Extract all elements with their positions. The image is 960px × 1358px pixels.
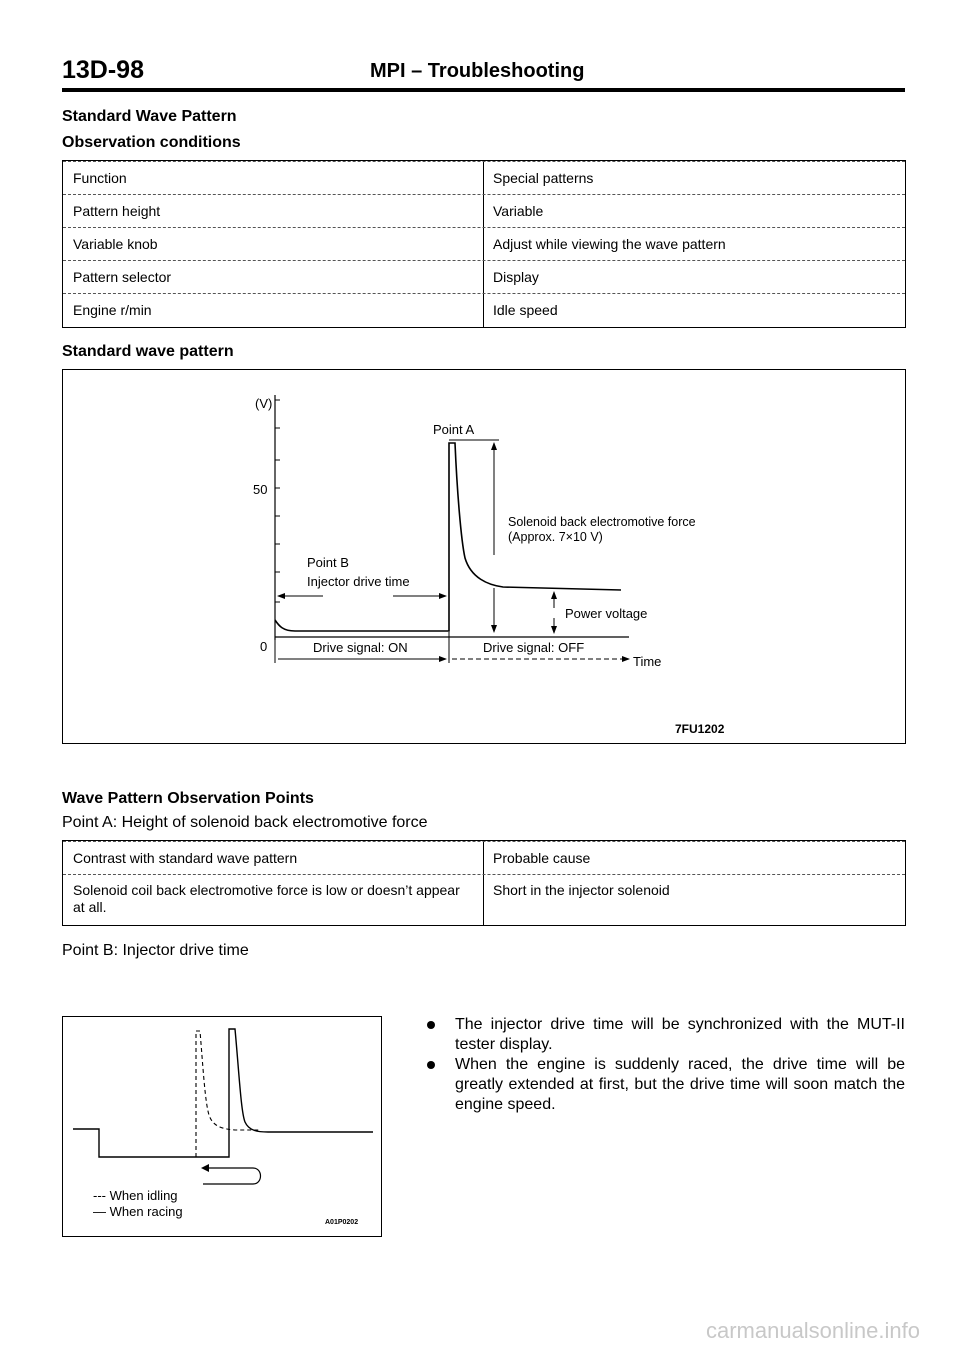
condition-label: Pattern height bbox=[73, 203, 161, 219]
condition-label: Pattern selector bbox=[73, 269, 172, 285]
bullet-icon bbox=[427, 1061, 435, 1069]
table-header-row bbox=[63, 841, 905, 875]
point-a-description: Point A: Height of solenoid back electromotive force bbox=[62, 814, 428, 831]
wave-pattern-diagram bbox=[63, 370, 905, 743]
contrast-cell: Solenoid coil back electromotive force is low or doesn’t appear at all. bbox=[73, 882, 460, 915]
point-b-description: Point B: Injector drive time bbox=[62, 942, 249, 959]
table-row bbox=[63, 293, 905, 327]
condition-value: Display bbox=[493, 269, 539, 285]
legend-idling: --- When idling bbox=[93, 1188, 178, 1203]
page-title: MPI – Troubleshooting bbox=[370, 60, 585, 82]
condition-value: Adjust while viewing the wave pattern bbox=[493, 236, 726, 252]
page-number: 13D-98 bbox=[62, 56, 144, 84]
figure-code: 7FU1202 bbox=[675, 722, 725, 736]
table-row bbox=[63, 874, 905, 926]
condition-value: Special patterns bbox=[493, 170, 594, 186]
table-row bbox=[63, 227, 905, 261]
y-axis-ticks bbox=[275, 400, 280, 602]
figure-code: A01P0202 bbox=[325, 1219, 359, 1226]
drive-signal-on-label: Drive signal: ON bbox=[313, 640, 408, 655]
approx-label: (Approx. 7×10 V) bbox=[508, 530, 603, 544]
bullet-icon bbox=[427, 1021, 435, 1029]
table-row bbox=[63, 194, 905, 228]
condition-value: Variable bbox=[493, 203, 544, 219]
legend-racing: — When racing bbox=[93, 1204, 183, 1219]
notes-list bbox=[425, 1015, 905, 1115]
column-header-contrast: Contrast with standard wave pattern bbox=[73, 850, 298, 866]
header-rule bbox=[62, 88, 905, 92]
shift-arrow-head bbox=[201, 1164, 209, 1172]
condition-value: Idle speed bbox=[493, 302, 558, 318]
conditions-table bbox=[62, 160, 906, 328]
drive-signal-off-label: Drive signal: OFF bbox=[483, 640, 585, 655]
section-title: Standard Wave Pattern bbox=[62, 108, 237, 125]
point-a-label: Point A bbox=[433, 422, 475, 437]
bullet-text: When the engine is suddenly raced, the drive time will be greatly extended at first, but the drive time will soon match the engine speed. bbox=[455, 1056, 905, 1113]
y-tick-50: 50 bbox=[253, 482, 268, 497]
racing-comparison-figure bbox=[62, 1016, 382, 1237]
solenoid-label: Solenoid back electromotive force bbox=[508, 515, 696, 529]
power-voltage-label: Power voltage bbox=[565, 606, 648, 621]
shift-arrow-line bbox=[203, 1168, 261, 1184]
cause-table bbox=[62, 840, 906, 926]
list-item bbox=[425, 1015, 905, 1055]
y-tick-0: 0 bbox=[260, 639, 268, 654]
observation-points-heading: Wave Pattern Observation Points bbox=[62, 790, 314, 807]
condition-label: Variable knob bbox=[73, 236, 158, 252]
column-header-cause: Probable cause bbox=[493, 850, 591, 866]
wave-pattern-figure bbox=[62, 369, 906, 744]
racing-waveform bbox=[73, 1029, 373, 1157]
injector-drive-time-label: Injector drive time bbox=[307, 574, 410, 589]
condition-label: Function bbox=[73, 170, 127, 186]
wave-heading: Standard wave pattern bbox=[62, 343, 234, 360]
observation-heading: Observation conditions bbox=[62, 134, 241, 151]
table-row bbox=[63, 260, 905, 294]
watermark: carmanualsonline.info bbox=[705, 1318, 920, 1343]
point-b-label: Point B bbox=[307, 555, 349, 570]
table-row bbox=[63, 161, 905, 195]
racing-comparison-diagram bbox=[63, 1017, 381, 1236]
cause-cell: Short in the injector solenoid bbox=[493, 882, 670, 898]
y-unit-label: (V) bbox=[255, 396, 273, 411]
time-label: Time bbox=[633, 654, 662, 669]
bullet-text: The injector drive time will be synchronized with the MUT-II tester display. bbox=[455, 1016, 905, 1053]
list-item bbox=[425, 1055, 905, 1115]
condition-label: Engine r/min bbox=[73, 302, 152, 318]
